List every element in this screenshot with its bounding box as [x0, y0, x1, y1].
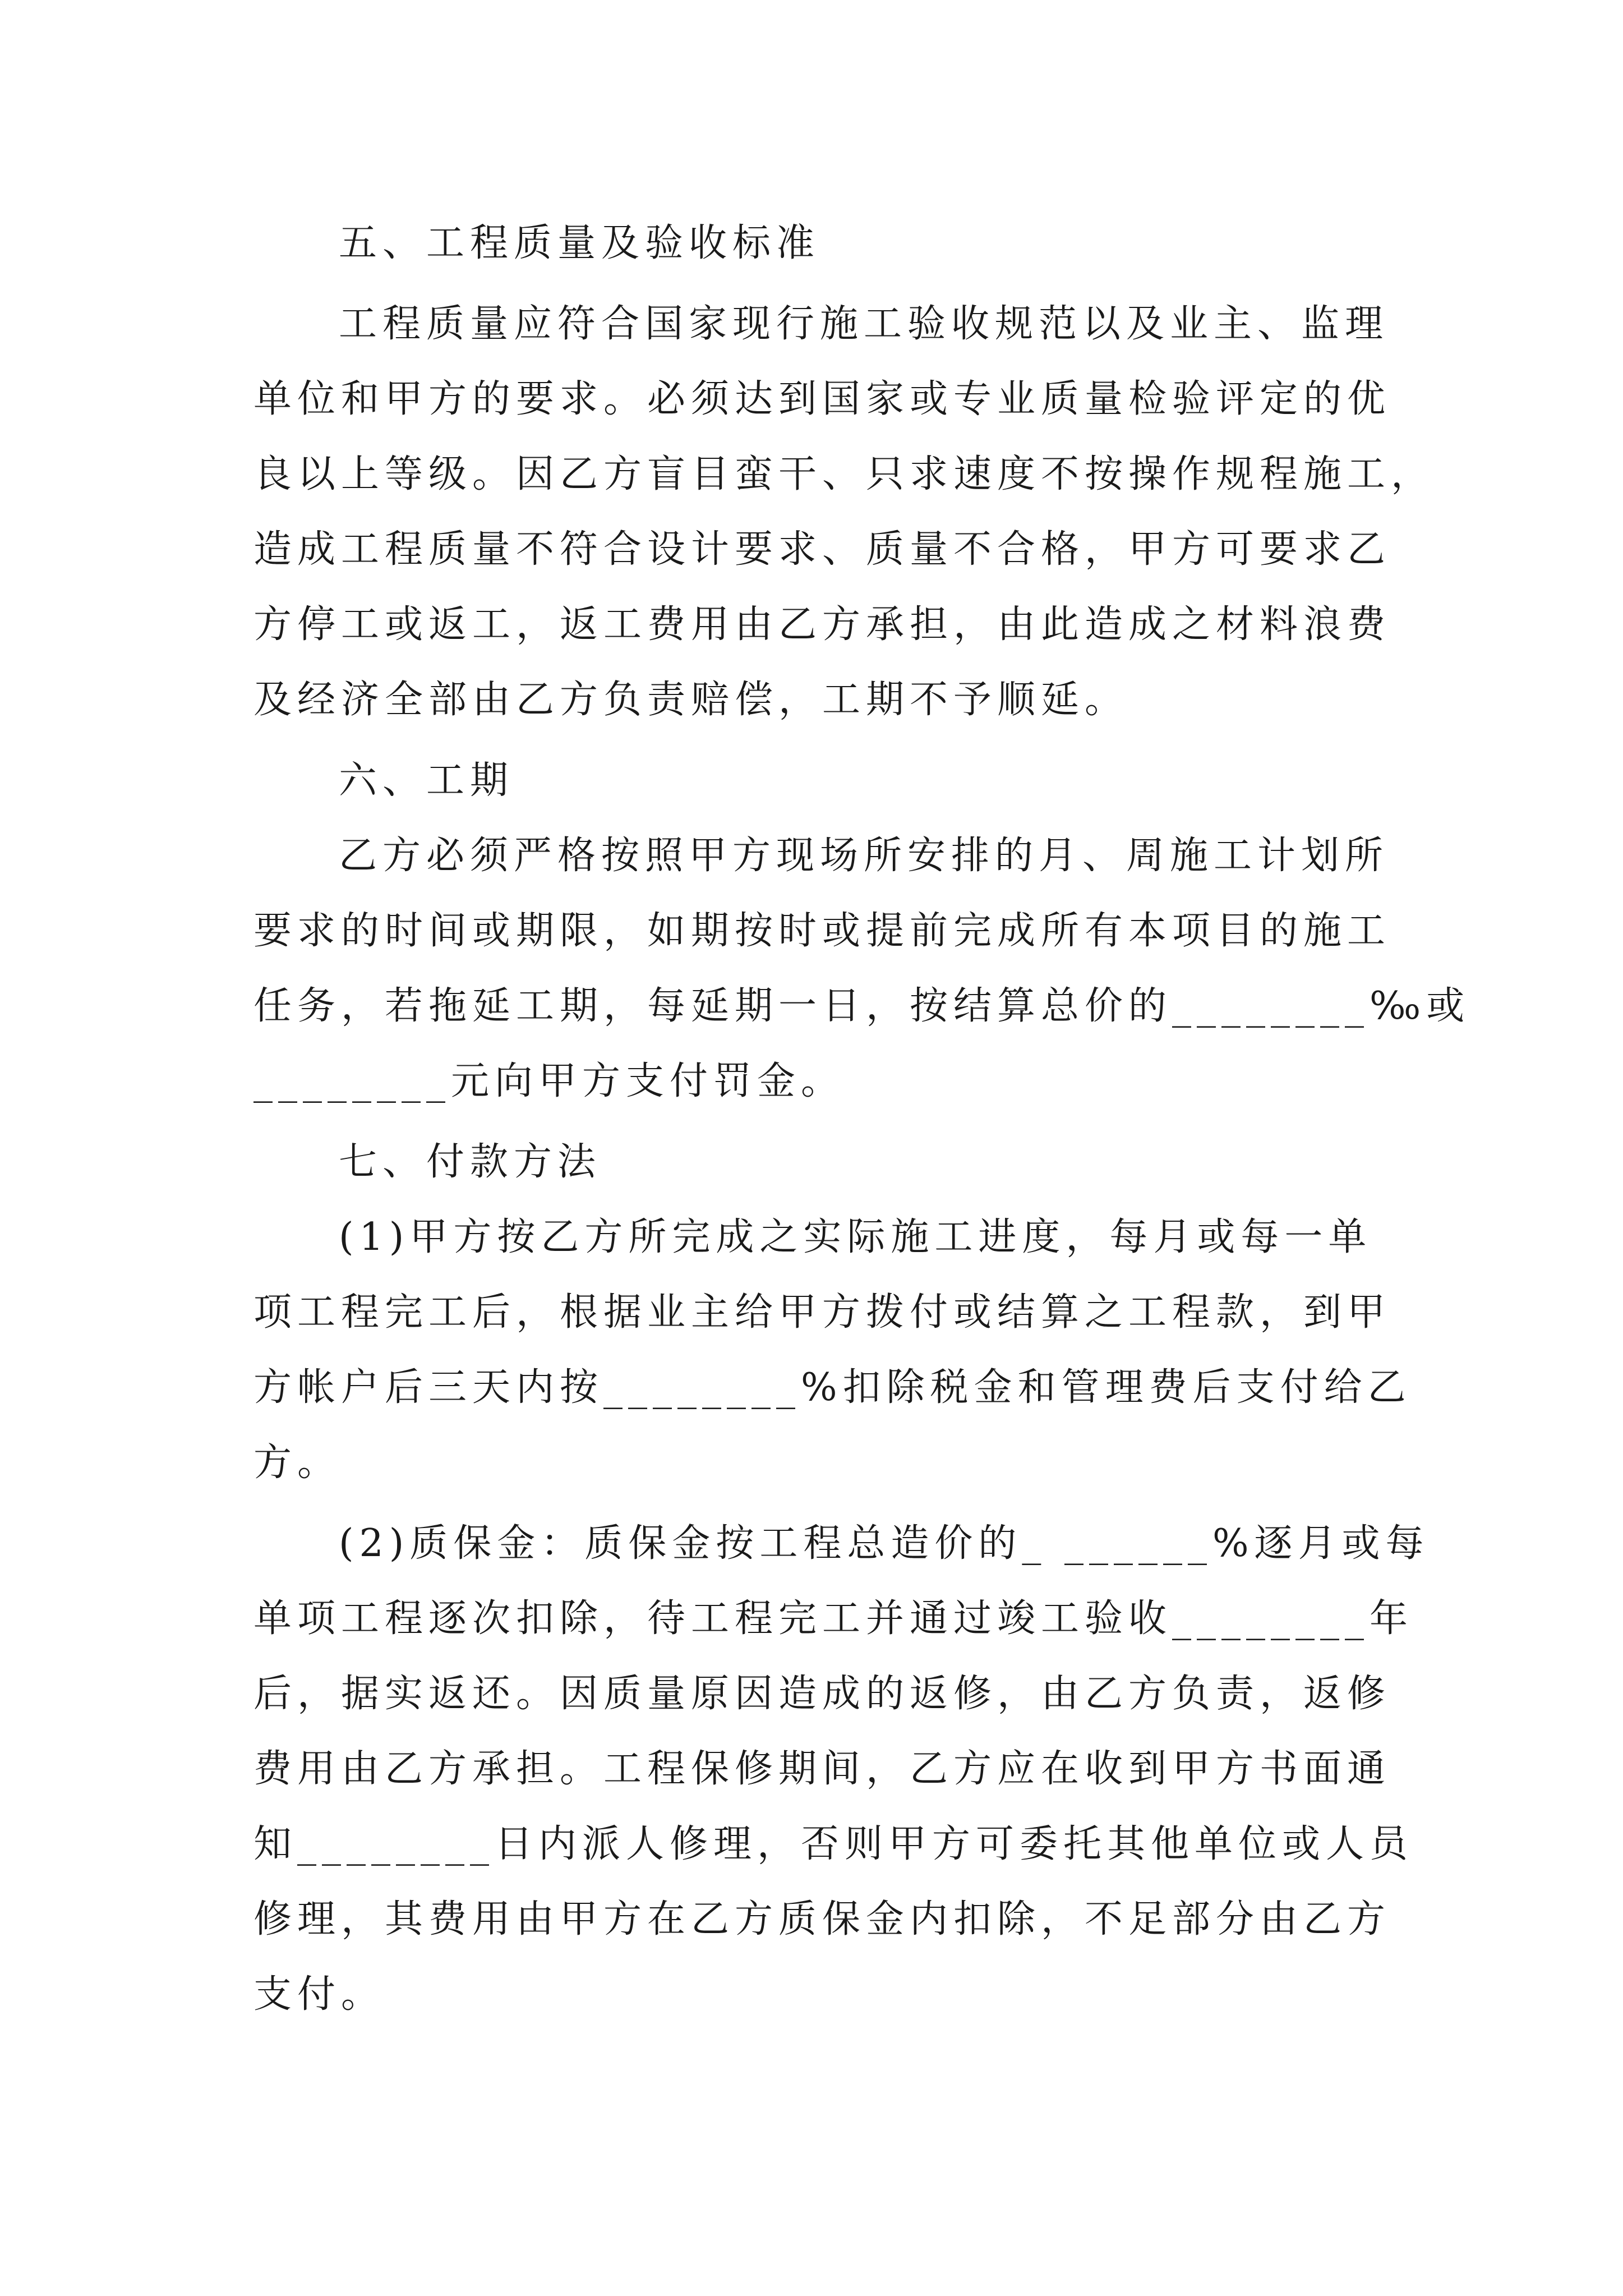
paragraph-line: 方。 — [253, 1441, 342, 1485]
paragraph-line: 良以上等级。因乙方盲目蛮干、只求速度不按操作规程施工， — [253, 452, 1435, 496]
paragraph-line: 要求的时间或期限，如期按时或提前完成所有本项目的施工 — [253, 909, 1391, 953]
paragraph-line: 支付。 — [253, 1972, 385, 2017]
paragraph-line: 单项工程逐次扣除，待工程完工并通过竣工验收________年 — [253, 1596, 1414, 1641]
paragraph-line: 项工程完工后，根据业主给甲方拨付或结算之工程款，到甲 — [253, 1290, 1391, 1335]
paragraph-line: 乙方必须严格按照甲方现场所安排的月、周施工计划所 — [339, 834, 1389, 878]
paragraph-line: 知________日内派人修理，否则甲方可委托其他单位或人员 — [253, 1822, 1414, 1866]
section-heading-quality: 五、工程质量及验收标准 — [339, 221, 820, 265]
paragraph-line: (1)甲方按乙方所完成之实际施工进度，每月或每一单 — [339, 1215, 1372, 1259]
paragraph-line: 方停工或返工，返工费用由乙方承担，由此造成之材料浪费 — [253, 602, 1391, 647]
paragraph-line: 工程质量应符合国家现行施工验收规范以及业主、监理 — [339, 302, 1389, 346]
paragraph-line: ________元向甲方支付罚金。 — [253, 1059, 845, 1103]
section-heading-payment: 七、付款方法 — [339, 1140, 602, 1184]
paragraph-line: 造成工程质量不符合设计要求、质量不合格，甲方可要求乙 — [253, 527, 1391, 572]
section-heading-schedule: 六、工期 — [339, 758, 514, 803]
paragraph-line: 修理，其费用由甲方在乙方质保金内扣除，不足部分由乙方 — [253, 1897, 1391, 1941]
paragraph-line: 费用由乙方承担。工程保修期间，乙方应在收到甲方书面通 — [253, 1747, 1391, 1791]
paragraph-line: 方帐户后三天内按________%扣除税金和管理费后支付给乙 — [253, 1365, 1412, 1410]
paragraph-line: 单位和甲方的要求。必须达到国家或专业质量检验评定的优 — [253, 377, 1391, 421]
paragraph-line: 任务，若拖延工期，每延期一日，按结算总价的________‰或 — [253, 984, 1470, 1028]
paragraph-line: 及经济全部由乙方负责赔偿，工期不予顺延。 — [253, 678, 1129, 722]
paragraph-line: 后，据实返还。因质量原因造成的返修，由乙方负责，返修 — [253, 1672, 1391, 1716]
paragraph-line: (2)质保金：质保金按工程总造价的_ ______%逐月或每 — [339, 1521, 1430, 1566]
